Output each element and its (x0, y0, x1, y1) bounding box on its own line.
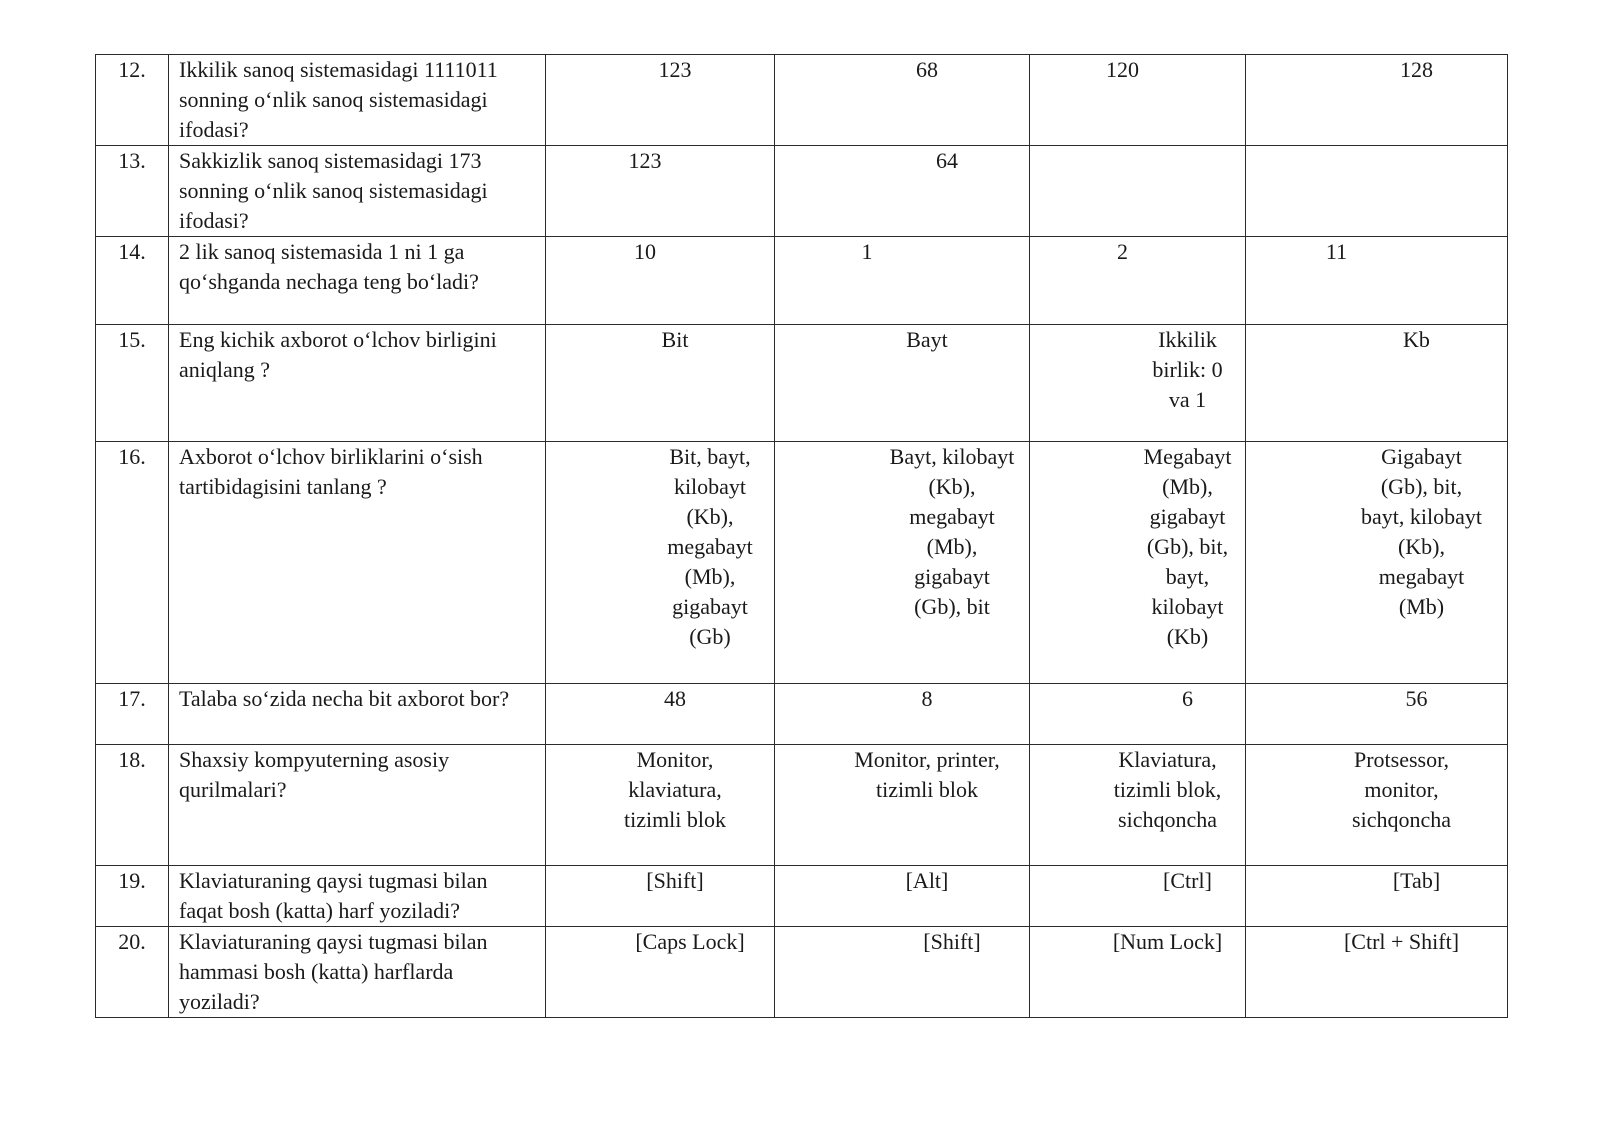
question-text: Talaba so‘zida necha bit axborot bor? (169, 684, 546, 745)
question-number: 18. (96, 745, 169, 866)
question-row-12 (96, 55, 1508, 146)
question-text: Shaxsiy kompyuterning asosiy qurilmalari? (169, 745, 546, 866)
question-text: Eng kichik axborot o‘lchov birligini aniqlang ? (169, 325, 546, 442)
answer-option-c: [Ctrl] (1030, 866, 1246, 927)
question-row-14 (96, 237, 1508, 325)
question-number: 20. (96, 927, 169, 1018)
question-row-18 (96, 745, 1508, 866)
question-text: Sakkizlik sanoq sistemasidagi 173 sonning o‘nlik sanoq sistemasidagi ifodasi? (169, 146, 546, 237)
question-number: 14. (96, 237, 169, 325)
quiz-table (95, 54, 1508, 1018)
answer-option-c: Klaviatura, tizimli blok, sichqoncha (1030, 745, 1246, 866)
answer-option-c: Megabayt (Mb), gigabayt (Gb), bit, bayt, kilobayt (Kb) (1030, 442, 1246, 684)
answer-option-d: Gigabayt (Gb), bit, bayt, kilobayt (Kb), megabayt (Mb) (1246, 442, 1508, 684)
answer-option-d: 128 (1246, 55, 1508, 146)
answer-option-c: 2 (1030, 237, 1246, 325)
answer-option-a: 10 (546, 237, 775, 325)
question-number: 13. (96, 146, 169, 237)
question-number: 19. (96, 866, 169, 927)
answer-option-b: 1 (775, 237, 1030, 325)
question-row-17 (96, 684, 1508, 745)
answer-option-b: [Shift] (775, 927, 1030, 1018)
answer-option-d (1246, 146, 1508, 237)
question-text: Ikkilik sanoq sistemasidagi 1111011 sonning o‘nlik sanoq sistemasidagi ifodasi? (169, 55, 546, 146)
answer-option-d: [Ctrl + Shift] (1246, 927, 1508, 1018)
answer-option-d: [Tab] (1246, 866, 1508, 927)
quiz-sheet (95, 54, 1507, 1018)
question-text: Klaviaturaning qaysi tugmasi bilan faqat bosh (katta) harf yoziladi? (169, 866, 546, 927)
question-text: Axborot o‘lchov birliklarini o‘sish tartibidagisini tanlang ? (169, 442, 546, 684)
answer-option-a: Monitor, klaviatura, tizimli blok (546, 745, 775, 866)
question-number: 16. (96, 442, 169, 684)
answer-option-a: Bit, bayt, kilobayt (Kb), megabayt (Mb), gigabayt (Gb) (546, 442, 775, 684)
question-row-16 (96, 442, 1508, 684)
question-number: 15. (96, 325, 169, 442)
answer-option-a: 123 (546, 146, 775, 237)
answer-option-c: Ikkilik birlik: 0 va 1 (1030, 325, 1246, 442)
answer-option-b: 68 (775, 55, 1030, 146)
answer-option-c: 6 (1030, 684, 1246, 745)
answer-option-d: 11 (1246, 237, 1508, 325)
answer-option-b: [Alt] (775, 866, 1030, 927)
question-text: Klaviaturaning qaysi tugmasi bilan hammasi bosh (katta) harflarda yoziladi? (169, 927, 546, 1018)
question-row-19 (96, 866, 1508, 927)
answer-option-b: Monitor, printer, tizimli blok (775, 745, 1030, 866)
answer-option-d: Kb (1246, 325, 1508, 442)
answer-option-d: 56 (1246, 684, 1508, 745)
answer-option-c (1030, 146, 1246, 237)
answer-option-c: [Num Lock] (1030, 927, 1246, 1018)
question-number: 12. (96, 55, 169, 146)
answer-option-a: 48 (546, 684, 775, 745)
question-row-15 (96, 325, 1508, 442)
answer-option-b: Bayt, kilobayt (Kb), megabayt (Mb), gigabayt (Gb), bit (775, 442, 1030, 684)
question-text: 2 lik sanoq sistemasida 1 ni 1 ga qo‘shganda nechaga teng bo‘ladi? (169, 237, 546, 325)
answer-option-c: 120 (1030, 55, 1246, 146)
question-number: 17. (96, 684, 169, 745)
question-row-13 (96, 146, 1508, 237)
answer-option-d: Protsessor, monitor, sichqoncha (1246, 745, 1508, 866)
answer-option-a: [Shift] (546, 866, 775, 927)
question-row-20 (96, 927, 1508, 1018)
answer-option-a: 123 (546, 55, 775, 146)
answer-option-a: [Caps Lock] (546, 927, 775, 1018)
answer-option-a: Bit (546, 325, 775, 442)
answer-option-b: 64 (775, 146, 1030, 237)
answer-option-b: 8 (775, 684, 1030, 745)
answer-option-b: Bayt (775, 325, 1030, 442)
